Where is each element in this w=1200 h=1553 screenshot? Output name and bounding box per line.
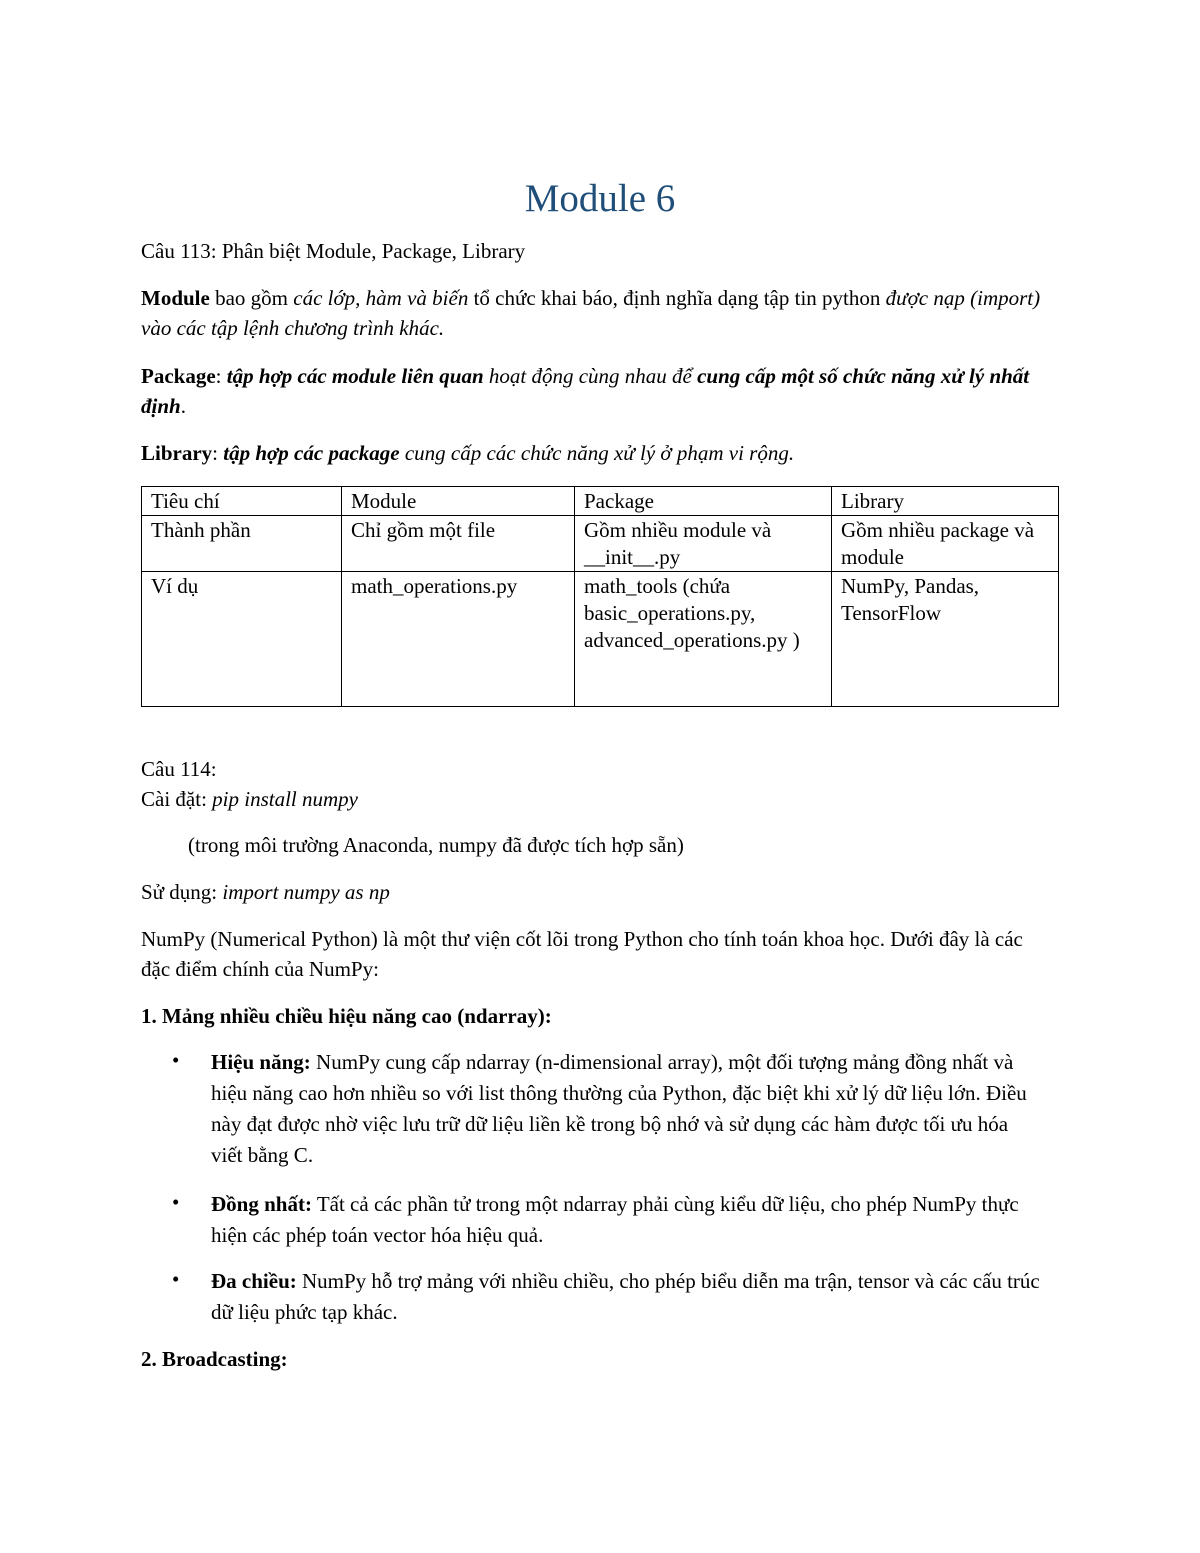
bullet-icon: •: [172, 1267, 180, 1291]
q114-heading: Câu 114:: [141, 757, 217, 781]
module-definition: [141, 283, 1041, 343]
table-cell: math_tools (chứa basic_operations.py, advanced_operations.py ): [575, 572, 832, 707]
library-italic-1: cung cấp các chức năng xử lý ở phạm vi rộng.: [399, 441, 795, 465]
section-1-heading: 1. Mảng nhiều chiều hiệu năng cao (ndarray):: [141, 1004, 552, 1028]
package-bold-italic-2: cung cấp một số chức năng xử lý nhất định: [141, 364, 1030, 418]
package-text-1: :: [215, 364, 227, 388]
list-item: [211, 1047, 1041, 1171]
package-italic-1: hoạt động cùng nhau để: [483, 364, 698, 388]
table-cell: Gồm nhiều package và module: [832, 516, 1059, 572]
library-bold-italic-1: tập hợp các package: [223, 441, 400, 465]
bullet-icon: •: [172, 1190, 180, 1214]
module-text-1: bao gồm: [209, 286, 294, 310]
library-definition: [141, 438, 1041, 468]
bullet-text: Tất cả các phần tử trong một ndarray phải cùng kiểu dữ liệu, cho phép NumPy thực hiện các phép toán vector hóa hiệu quả.: [211, 1192, 1019, 1247]
table-cell: Gồm nhiều module và __init__.py: [575, 516, 832, 572]
usage-label: Sử dụng:: [141, 880, 223, 904]
table-cell: math_operations.py: [342, 572, 575, 707]
bullet-text: NumPy cung cấp ndarray (n-dimensional array), một đối tượng mảng đồng nhất và hiệu năng cao hơn nhiều so với list thông thường của Python, đặc biệt khi xử lý dữ liệu lớn. Điều này đạt được nhờ việc lưu trữ dữ liệu liền kề trong bộ nhớ và sử dụng các hàm được tối ưu hóa viết bằng C.: [211, 1050, 1027, 1167]
anaconda-note: (trong môi trường Anaconda, numpy đã được tích hợp sẵn): [188, 833, 684, 857]
table-cell: Chỉ gồm một file: [342, 516, 575, 572]
q113-heading: Câu 113: Phân biệt Module, Package, Library: [141, 239, 526, 263]
list-item: [211, 1189, 1041, 1251]
module-italic-1: các lớp, hàm và biến: [293, 286, 469, 310]
numpy-intro: NumPy (Numerical Python) là một thư viện cốt lõi trong Python cho tính toán khoa học. Dưới đây là các đặc điểm chính của NumPy:: [141, 927, 1023, 981]
package-text-2: .: [180, 394, 186, 418]
list-item: [211, 1266, 1041, 1328]
table-cell: Ví dụ: [142, 572, 342, 707]
package-bold-italic-1: tập hợp các module liên quan: [226, 364, 484, 388]
table-header-cell: Module: [342, 487, 575, 516]
install-line: [141, 784, 1041, 814]
table-header-row: [142, 487, 1059, 516]
install-label: Cài đặt:: [141, 787, 213, 811]
usage-line: [141, 877, 1041, 907]
table-cell: NumPy, Pandas, TensorFlow: [832, 572, 1059, 707]
module-italic-2: được nạp (import) vào các tập lệnh chương trình khác.: [141, 286, 1041, 340]
page-title: Module 6: [524, 177, 676, 220]
module-term: Module: [141, 286, 210, 310]
usage-command: import numpy as np: [222, 880, 390, 904]
table-cell: Thành phần: [142, 516, 342, 572]
table-row: [142, 572, 1059, 707]
table-header-cell: Package: [575, 487, 832, 516]
bullet-term: Hiệu năng:: [211, 1050, 311, 1074]
module-text-2: tổ chức khai báo, định nghĩa dạng tập tin python: [468, 286, 886, 310]
table-header-cell: Library: [832, 487, 1059, 516]
section-2-heading: 2. Broadcasting:: [141, 1347, 288, 1371]
library-term: Library: [141, 441, 213, 465]
comparison-table: [141, 486, 1059, 707]
library-text-1: :: [212, 441, 224, 465]
bullet-icon: •: [172, 1048, 180, 1072]
install-command: pip install numpy: [212, 787, 358, 811]
table-header-cell: Tiêu chí: [142, 487, 342, 516]
package-definition: [141, 361, 1041, 421]
table-row: [142, 516, 1059, 572]
bullet-term: Đồng nhất:: [211, 1192, 312, 1216]
package-term: Package: [141, 364, 216, 388]
bullet-text: NumPy hỗ trợ mảng với nhiều chiều, cho phép biểu diễn ma trận, tensor và các cấu trúc dữ liệu phức tạp khác.: [211, 1269, 1040, 1324]
bullet-term: Đa chiều:: [211, 1269, 297, 1293]
